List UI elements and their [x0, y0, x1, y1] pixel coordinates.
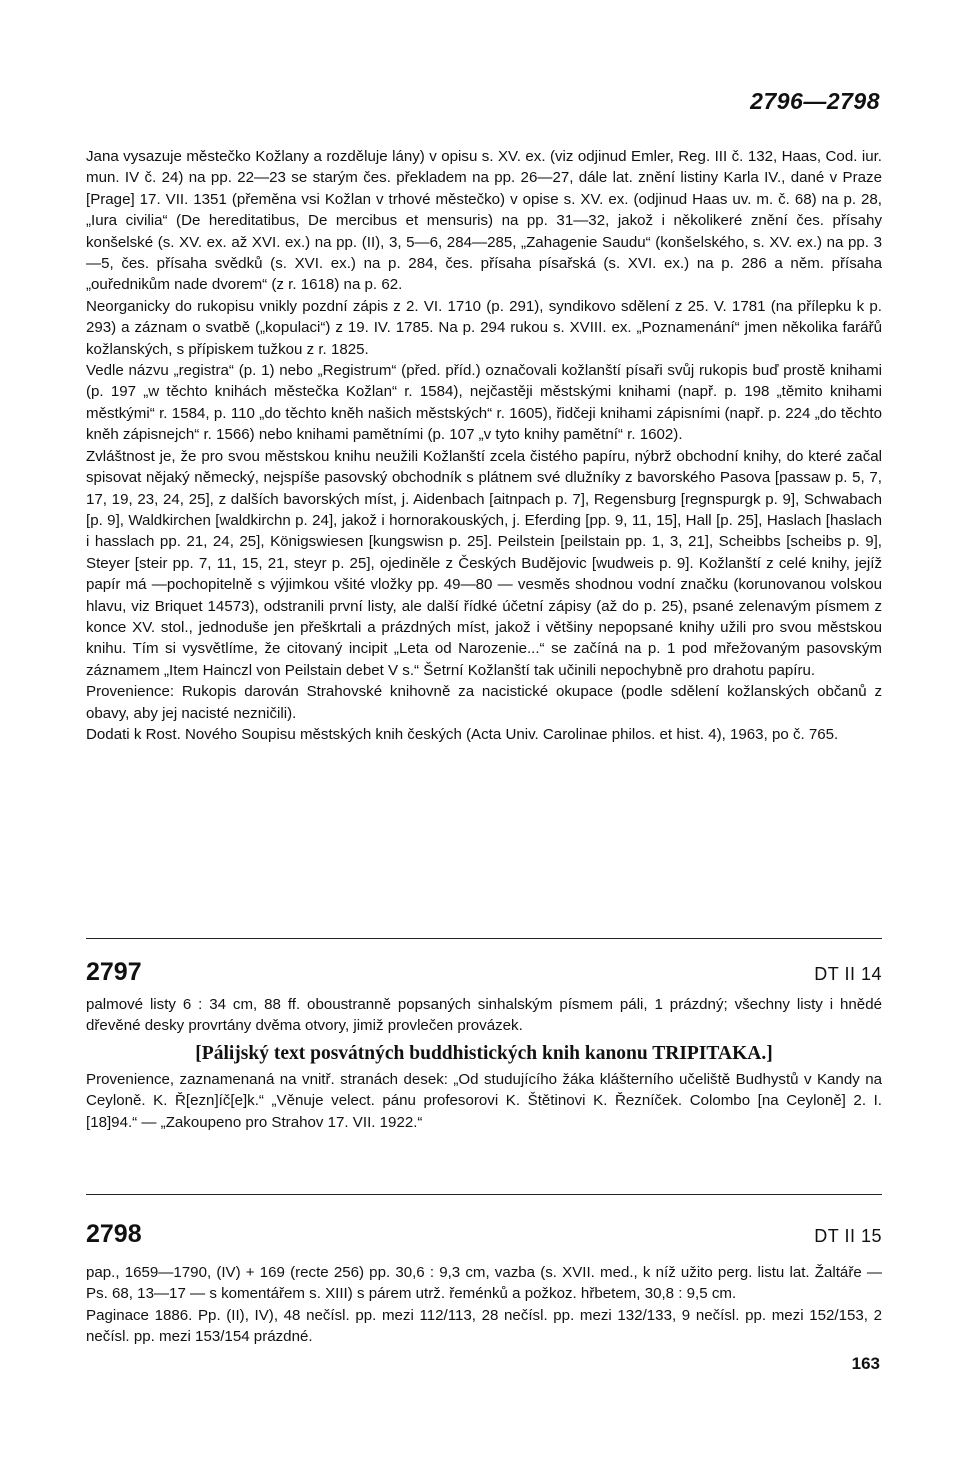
- paragraph-provenience: Provenience: Rukopis darován Strahovské knihovně za nacistické okupace (podle sdělení kožlanských občanů z obavy, aby jej nacisté nezničili).: [86, 683, 882, 722]
- entry-2798-header: [86, 1220, 882, 1249]
- entry-signature: DT II 15: [814, 1226, 882, 1246]
- entry-2797-header: [86, 958, 882, 987]
- entry-2798-body: [86, 1262, 882, 1348]
- entry-title: [Pálijský text posvátných buddhistických knih kanonu TRIPITAKA.]: [195, 1042, 773, 1064]
- entry-2796-continuation: [86, 146, 882, 745]
- running-header: 2796—2798: [750, 88, 880, 114]
- entry-signature: DT II 14: [814, 964, 882, 984]
- paragraph-contents: Jana vysazuje městečko Kožlany a rozděluje lány) v opisu s. XV. ex. (viz odjinud Emler, Reg. III č. 132, Haas, Cod. iur. mun. IV č. 24) na pp. 22—23 se starým čes. překladem na pp. 26—27, dále lat. znění listiny Karla IV., dané v Praze [Prage] 17. VII. 1351 (přeměna vsi Kožlan v trhové městečko) v opise s. XV. ex. (odjinud Haas uv. m. č. 68) na p. 28, „Iura civilia“ (De hereditatibus, De mercibus et mensuris) na pp. 31—32, jakož i několikeré znění čes. přísahy konšelské (s. XV. ex. až XVI. ex.) na pp. (II), 3, 5—6, 284—285, „Zahagenie Saudu“ (konšelského, s. XV. ex.) na pp. 3—5, čes. přísaha svědků (s. XVI. ex.) na p. 284, čes. přísaha písařská (s. XVI. ex.) na p. 286 a něm. přísaha „ouřednikům nade dvorem“ (z r. 1618) na p. 62.: [86, 148, 882, 294]
- paragraph-naming: Vedle názvu „registra“ (p. 1) nebo „Registrum“ (před. příd.) označovali kožlanští písaři svůj rukopis buď prostě knihami (p. 197 „w těchto knihách městečka Kožlan“ r. 1584), nejčastěji městskými knihami (např. p. 198 „těmito knihami městkými“ r. 1584, p. 110 „do těchto kněh našich městských“ r. 1605), řidčeji knihami zápisními (např. p. 224 „do těchto kněh zápisnejch“ r. 1566) nebo knihami pamětními (p. 107 „v tyto knihy pamětní“ r. 1602).: [86, 362, 882, 444]
- entry-number: 2798: [86, 1220, 142, 1248]
- paragraph-addendum: Dodati k Rost. Nového Soupisu městských knih českých (Acta Univ. Carolinae philos. et hist. 4), 1963, po č. 765.: [86, 725, 839, 743]
- section-divider-2798: [86, 1194, 882, 1195]
- section-divider-2797: [86, 938, 882, 939]
- paragraph-peculiarity: Zvláštnost je, že pro svou městskou knihu neužili Kožlanští zcela čistého papíru, nýbrž obchodní knihy, do které začal spisovat nějaký německý, nejspíše pasovský obchodník s plátnem své dlužníky z bavorského Pasova [passaw p. 5, 7, 17, 19, 23, 24, 25], z dalších bavorských míst, j. Aidenbach [aitnpach p. 7], Regensburg [regnspurgk p. 9], Schwabach [p. 9], Waldkirchen [waldkirchn p. 24], jakož i hornorakouských, j. Eferding [pp. 9, 11, 15], Hall [p. 25], Haslach [haslach i hasslach pp. 21, 24, 25], Königswiesen [kungswisn p. 25]. Peilstein [peilstain pp. 1, 3, 21], Scheibbs [scheibs p. 9], Steyer [steir pp. 7, 11, 15, 21, steyr p. 25], ojediněle z Českých Budějovic [wudweis p. 9]. Kožlanští z celé knihy, jejíž papír má —pochopitelně s výjimkou všité vložky pp. 49—80 — vesměs shodnou vodní značku (korunovanou volskou hlavu, viz Briquet 14573), odstranili první listy, ale další řídké účetní zápisy (až do p. 25), psané zelenavým písmem z konce XV. stol., jednoduše jen přeškrtali a prázdných míst, jakož i většiny nepopsané knihy užili pro svou městskou knihu. Tím si vysvětlíme, že citovaný incipit „Leta od Narozenie...“ se začíná na p. 1 pod mřežovaným pasovským záznamem „Item Hainczl von Peilstain debet V s.“ Šetrní Kožlanští tak učinili nepochybně pro drahotu papíru.: [86, 447, 882, 679]
- entry-2797-body: [86, 994, 882, 1133]
- entry-pagination: Paginace 1886. Pp. (II), IV), 48 nečísl. pp. mezi 112/113, 28 nečísl. pp. mezi 132/133, 9 nečísl. pp. mezi 152/153, 2 nečísl. pp. mezi 153/154 prázdné.: [86, 1306, 882, 1346]
- entry-provenience: Provenience, zaznamenaná na vnitř. stranách desek: „Od studujícího žáka klášterního učeliště Budhystů v Kandy na Ceyloně. K. Ř[ezn]íč[e]k.“ „Věnuje velect. pánu profesorovi K. Štětinovi K. Řezníček. Colombo [na Ceyloně] 2. I. [18]94.“ — „Zakoupeno pro Strahov 17. VII. 1922.“: [86, 1070, 882, 1131]
- page-number: 163: [851, 1354, 880, 1373]
- entry-description: palmové listy 6 : 34 cm, 88 ff. oboustranně popsaných sinhalským písmem páli, 1 prázdný; všechny listy i hnědé dřevěné desky provrtány dvěma otvory, jimiž provlečen provázek.: [86, 996, 882, 1035]
- entry-description: pap., 1659—1790, (IV) + 169 (recte 256) pp. 30,6 : 9,3 cm, vazba (s. XVII. med., k níž užito perg. listu lat. Žaltáře — Ps. 68, 13—17 — s komentářem s. XIII) s párem utrž. řeménků a požkoz. hřbetem, 30,8 : 9,5 cm.: [86, 1264, 882, 1303]
- paragraph-later-additions: Neorganicky do rukopisu vnikly pozdní zápis z 2. VI. 1710 (p. 291), syndikovo sdělení z 25. V. 1781 (na přílepku k p. 293) a záznam o svatbě („kopulaci“) z 19. IV. 1785. Na p. 294 rukou s. XVIII. ex. „Poznamenání“ jmen několika farářů kožlanských, s přípiskem tužkou z r. 1825.: [86, 297, 882, 358]
- entry-number: 2797: [86, 958, 142, 986]
